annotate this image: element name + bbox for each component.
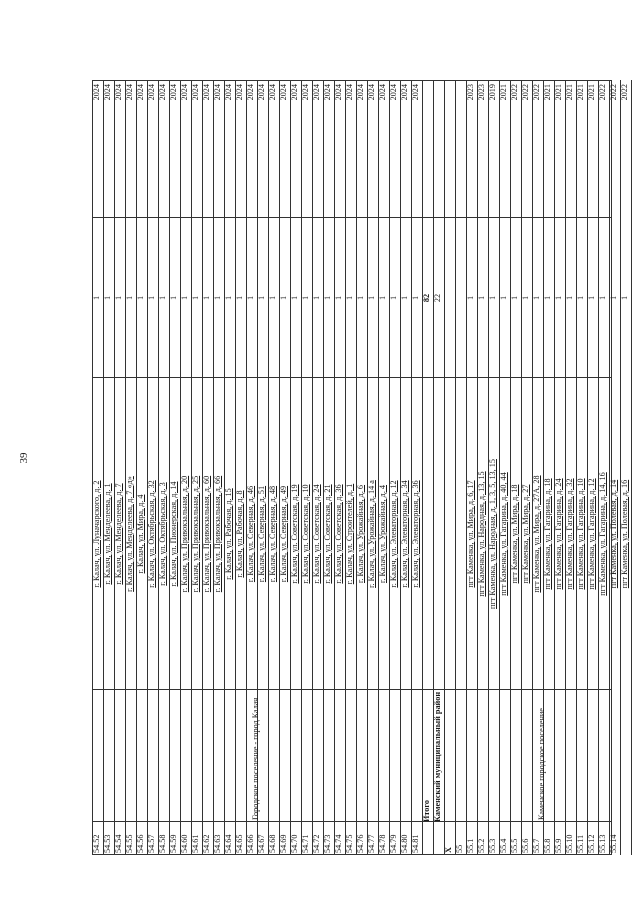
district-number: X [444,847,453,853]
row-quantity: 1 [268,295,277,301]
row-address: пгт Каменка, ул. Гагарина, д. 12 [587,478,596,590]
row-number: 55.4 [499,838,508,853]
row-quantity: 1 [279,295,288,301]
row-address: г. Калач, ул. Мира, д. 4 [136,494,145,574]
table-row [136,80,147,855]
row-year: 2021 [565,84,574,101]
row-quantity: 1 [323,295,332,301]
row-quantity: 1 [400,295,409,301]
row-number: 54.74 [334,834,343,853]
row-quantity: 1 [565,295,574,301]
row-address: г. Калач, ул. Привокзальная, д. 60 [202,475,211,593]
row-number: 54.69 [279,834,288,853]
row-year: 2024 [334,84,343,101]
row-quantity: 1 [488,295,497,301]
row-quantity: 1 [114,295,123,301]
settlement-kalach-label: Городское поселение - город Калач [251,697,260,820]
row-address: г. Калач, ул. Северная, д. 49 [279,485,288,583]
row-year: 2024 [191,84,200,101]
total-value: 82 [422,293,431,303]
row-quantity: 1 [312,295,321,301]
row-address: г. Калач, ул. Элеваторная, д. 34 [400,480,409,588]
table-row [521,80,532,855]
table-row [400,80,411,855]
table-row [565,80,576,855]
row-year: 2024 [224,84,233,101]
row-address: пгт Каменка, ул. Гагарина, д. 10 [576,478,585,590]
row-year: 2022 [620,84,629,101]
table-row [191,80,202,855]
row-address: пгт Каменка, ул. Гагарина, д. 14, 16 [598,472,607,596]
row-number: 54.76 [356,834,365,853]
row-address: пгт Каменка, ул. Полевая, д. 16 [620,479,629,589]
table-row [609,80,620,855]
row-quantity: 1 [587,295,596,301]
row-address: пгт Каменка, ул. Народная, д. 1, 3, 5, 13, 15 [488,459,497,609]
table-row [620,80,631,855]
district-label: Каменский муниципальный район [433,691,442,822]
row-quantity: 1 [158,295,167,301]
table-row [576,80,587,855]
row-number: 54.55 [125,834,134,853]
row-year: 2024 [158,84,167,101]
row-quantity: 1 [103,295,112,301]
table-row [499,80,510,855]
row-year: 2024 [389,84,398,101]
table-row [356,80,367,855]
row-number: 54.78 [378,834,387,853]
row-address: пгт Каменка, ул. Гагарина, д. 40, 44 [499,472,508,596]
table-row [268,80,279,855]
row-number: 54.67 [257,834,266,853]
row-year: 2024 [246,84,255,101]
table-row [290,80,301,855]
row-year: 2023 [477,84,486,101]
row-year: 2021 [543,84,552,101]
row-quantity: 1 [620,295,629,301]
row-year: 2024 [378,84,387,101]
row-address: г. Калач, ул. Октябрьская, д. 32 [147,480,156,588]
row-number: 54.52 [92,834,101,853]
table-row [224,80,235,855]
row-number: 55.10 [565,834,574,853]
row-year: 2024 [279,84,288,101]
row-quantity: 1 [598,295,607,301]
table-row [411,80,422,855]
row-year: 2024 [125,84,134,101]
row-number: 54.62 [202,834,211,853]
row-year: 2021 [554,84,563,101]
row-number: 54.77 [367,834,376,853]
row-quantity: 1 [367,295,376,301]
table-row [367,80,378,855]
table-row [180,80,191,855]
row-quantity: 1 [609,295,618,301]
row-year: 2024 [290,84,299,101]
row-number: 54.66 [246,834,255,853]
row-quantity: 1 [378,295,387,301]
table-row [389,80,400,855]
row-address: г. Калач, ул. Советская, д. 10 [301,484,310,584]
row-address: г. Калач, ул. Урожайная, д. 14 а [367,480,376,588]
row-year: 2024 [367,84,376,101]
row-year: 2019 [488,84,497,101]
row-address: пгт Каменка, ул. Мира, д. 18 [510,484,519,584]
row-number: 54.54 [114,834,123,853]
table-row [103,80,114,855]
table-row [587,80,598,855]
row-quantity: 1 [257,295,266,301]
row-number: 55.2 [477,838,486,853]
table-row [345,80,356,855]
row-number: 55.6 [521,838,530,853]
row-year: 2021 [576,84,585,101]
table-row [477,80,488,855]
row-quantity: 1 [224,295,233,301]
table-row [114,80,125,855]
row-quantity: 1 [125,295,134,301]
rotated-table [92,80,629,855]
table-row [279,80,290,855]
district-number-row [444,80,455,855]
district-total: 22 [433,293,442,303]
table-row [455,80,466,855]
row-number: 55.7 [532,838,541,853]
row-number: 55.8 [543,838,552,853]
row-year: 2024 [180,84,189,101]
row-address: пгт Каменка, ул. Полевая, д. 14 [609,479,618,589]
table-row [378,80,389,855]
row-number: 54.58 [158,834,167,853]
row-number: 54.71 [301,834,310,853]
table-row [202,80,213,855]
row-year: 2024 [103,84,112,101]
row-address: г. Калач, ул. Советская, д. 36 [334,484,343,584]
row-quantity: 1 [169,295,178,301]
row-year: 2024 [202,84,211,101]
row-quantity: 1 [301,295,310,301]
row-number: 54.60 [180,834,189,853]
row-quantity: 1 [576,295,585,301]
row-year: 2024 [323,84,332,101]
row-quantity: 1 [554,295,563,301]
row-number: 54.72 [312,834,321,853]
row-year: 2022 [598,84,607,101]
table-rows [92,80,629,855]
row-number: 54.53 [103,834,112,853]
row-quantity: 1 [213,295,222,301]
table-row [334,80,345,855]
table-row [323,80,334,855]
row-address: г. Калач, ул. Строителей, д. 1 [345,483,354,585]
row-number: 54.73 [323,834,332,853]
row-address: г. Калач, ул. Рабочая, д. 8 [235,490,244,578]
table-row [147,80,158,855]
row-number: 55.14 [609,834,618,853]
col-divider-num [92,821,612,822]
row-year: 2021 [587,84,596,101]
row-year: 2024 [169,84,178,101]
row-quantity: 1 [510,295,519,301]
row-quantity: 1 [411,295,420,301]
row-number: 54.56 [136,834,145,853]
row-year: 2023 [466,84,475,101]
settlement-kamenka-label: Каменское городское поселение [537,708,546,820]
row-number: 55.12 [587,834,596,853]
table-row [598,80,609,855]
row-quantity: 1 [532,295,541,301]
row-year: 2024 [312,84,321,101]
row-quantity: 1 [147,295,156,301]
table-row [301,80,312,855]
table-row [158,80,169,855]
row-number: 54.75 [345,834,354,853]
row-year: 2022 [521,84,530,101]
row-address: г. Калач, ул. Луначарского, д. 2 [92,480,101,588]
row-year: 2024 [345,84,354,101]
table-row [235,80,246,855]
row-year: 2022 [510,84,519,101]
row-address: г. Калач, ул. Советская, д. 21 [323,484,332,584]
row-number: 54.81 [411,834,420,853]
row-address: пгт Каменка, ул. Мира, д. 27 [521,484,530,584]
row-year: 2021 [499,84,508,101]
row-year: 2024 [147,84,156,101]
row-year: 2024 [411,84,420,101]
row-quantity: 1 [499,295,508,301]
row-address: г. Калач, ул. Северная, д. 51 [257,485,266,583]
row-number: 54.79 [389,834,398,853]
row-address: пгт Каменка, ул. Гагарина, д. 18 [543,478,552,590]
row-address: г. Калач, ул. Северная, д. 48 [268,485,277,583]
row-quantity: 1 [477,295,486,301]
row-address: г. Калач, ул. Рабочая, д. 15 [224,488,233,580]
row-quantity: 1 [202,295,211,301]
row-number: 55.9 [554,838,563,853]
table-row [213,80,224,855]
row-year: 2024 [92,84,101,101]
table-row [488,80,499,855]
row-number: 55.1 [466,838,475,853]
row-number: 55.5 [510,838,519,853]
row-number: 55.13 [598,834,607,853]
row-address: пгт Каменка, ул. Мира, д. 27А, 28 [532,475,541,593]
row-year: 2024 [136,84,145,101]
row-address: г. Калач, ул. Урожайная, д. 6 [356,484,365,584]
row-number: 54.80 [400,834,409,853]
row-address: г. Калач, ул. Элеваторная, д. 36 [411,480,420,588]
row-address: г. Калач, ул. Советская, д. 24 [312,484,321,584]
row-year: 2022 [609,84,618,101]
row-quantity: 1 [290,295,299,301]
table-row [169,80,180,855]
row-address: г. Калач, ул. Октябрьская, д. 3 [158,482,167,586]
row-quantity: 1 [356,295,365,301]
row-quantity: 1 [180,295,189,301]
col-divider-address [92,377,612,378]
row-address: г. Калач, ул. Менделеева, д. 7 [114,483,123,585]
row-quantity: 1 [466,295,475,301]
row-address: г. Калач, ул. Менделеева, д. 7 «д» [125,476,134,592]
row-quantity: 1 [521,295,530,301]
row-quantity: 1 [246,295,255,301]
district-header-row [433,80,444,855]
row-year: 2024 [114,84,123,101]
row-number: 54.59 [169,834,178,853]
row-quantity: 1 [92,295,101,301]
row-quantity: 1 [191,295,200,301]
row-year: 2024 [268,84,277,101]
row-year: 2024 [356,84,365,101]
row-address: г. Калач, ул. Привокзальная, д. 66 [213,475,222,593]
total-row [422,80,433,855]
row-year: 2024 [213,84,222,101]
page-number: 39 [18,452,30,464]
row-number: 54.64 [224,834,233,853]
row-address: г. Калач, ул. Привокзальная, д. 20 [180,475,189,593]
row-number: 54.63 [213,834,222,853]
row-address: г. Калач, ул. Привокзальная, д. 25 [191,475,200,593]
row-address: г. Калач, ул. Северная, д. 46 [246,485,255,583]
row-address: пгт Каменка, ул. Мира, д. 6, 17 [466,480,475,588]
row-number: 54.61 [191,834,200,853]
total-label: Итого [422,800,431,822]
row-quantity: 1 [334,295,343,301]
row-quantity: 1 [543,295,552,301]
row-number: 54.57 [147,834,156,853]
row-quantity: 1 [136,295,145,301]
row-year: 2024 [400,84,409,101]
table-row [510,80,521,855]
table-end-line [631,80,632,855]
table-row [312,80,323,855]
row-year: 2024 [301,84,310,101]
row-number: 54.68 [268,834,277,853]
row-address: г. Калач, ул. Советская, д. 19 [290,484,299,584]
table-row [554,80,565,855]
row-address: г. Калач, ул. Урожайная, д. 4 [378,484,387,584]
row-address: г. Калач, ул. Пионерская, д. 14 [169,481,178,587]
table-row [92,80,103,855]
row-number: 55 [455,844,464,853]
table-row [125,80,136,855]
row-number: 54.70 [290,834,299,853]
row-address: пгт Каменка, ул. Народная, д. 13, 15 [477,471,486,597]
row-quantity: 1 [389,295,398,301]
row-quantity: 1 [235,295,244,301]
row-address: пгт Каменка, ул. Гагарина, д. 24 [554,478,563,590]
row-quantity: 1 [345,295,354,301]
row-year: 2022 [532,84,541,101]
row-number: 55.3 [488,838,497,853]
row-number: 55.11 [576,834,585,853]
row-year: 2024 [257,84,266,101]
row-address: г. Калач, ул. Элеваторная, д. 12 [389,480,398,588]
col-divider-qty [92,217,612,218]
col-divider-settlement [92,689,612,690]
row-address: пгт Каменка, ул. Гагарина, д. 32 [565,478,574,590]
row-year: 2024 [235,84,244,101]
row-number: 54.65 [235,834,244,853]
row-address: г. Калач, ул. Менделеева, д. 1 [103,483,112,585]
table-row [466,80,477,855]
